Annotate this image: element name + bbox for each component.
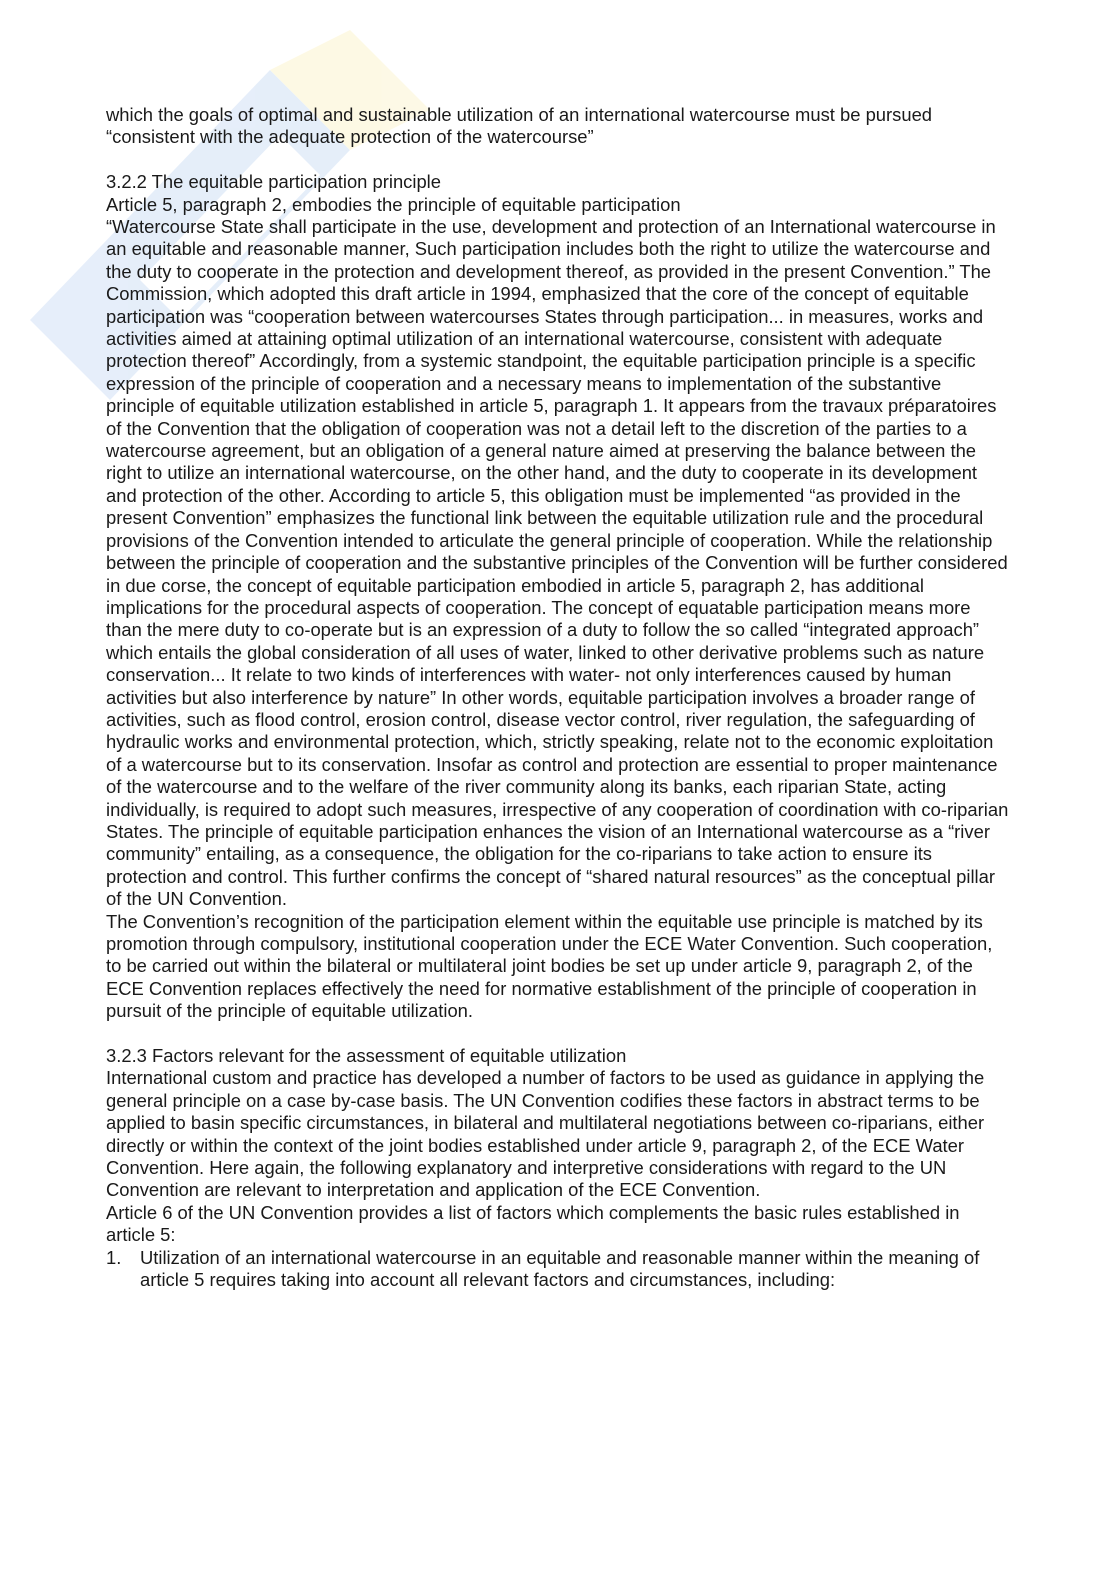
list-item-number: 1. [106,1246,122,1268]
factors-list [106,1247,1011,1292]
list-item [106,1247,1011,1292]
paragraph-gap [106,149,1011,171]
section-heading-3-2-3: 3.2.3 Factors relevant for the assessment of equitable utilization [106,1045,627,1067]
paragraph-gap [106,1023,1011,1045]
paragraph-intro: which the goals of optimal and sustainable utilization of an international watercourse must be pursued “consistent with the adequate protection of the watercourse” [106,104,933,148]
section-heading-3-2-2: 3.2.2 The equitable participation principle [106,171,442,193]
paragraph-convention-recognition: The Convention’s recognition of the participation element within the equitable use principle is matched by its promotion through compulsory, institutional cooperation under the ECE Water Convention. Such cooperation, to be carried out within the bilateral or multilateral joint bodies be set up under article 9, paragraph 2, of the ECE Convention replaces effectively the need for normative establishment of the principle of cooperation in pursuit of the principle of equitable utilization. [106,910,993,1022]
paragraph-article-5-2: Article 5, paragraph 2, embodies the principle of equitable participation [106,193,681,215]
paragraph-article-6: Article 6 of the UN Convention provides a list of factors which complements the basic rules established in article 5: [106,1201,960,1246]
paragraph-custom-practice: International custom and practice has developed a number of factors to be used as guidance in applying the general principle on a case by-case basis. The UN Convention codifies these factors in abstract terms to be applied to basin specific circumstances, in bilateral and multilateral negotiations between co-riparians, either directly or within the context of the joint bodies established under article 9, paragraph 2, of the ECE Water Convention. Here again, the following explanatory and interpretive considerations with regard to the UN Convention are relevant to interpretation and application of the ECE Convention. [106,1067,985,1201]
paragraph-participation-quote: “Watercourse State shall participate in the use, development and protection of an International watercourse in an equitable and reasonable manner, Such participation includes both the right to utilize the watercourse and the duty to cooperate in the protection and development thereof, as provided in the present Convention.” The Commission, which adopted this draft article in 1994, emphasized that the core of the concept of equitable participation was “cooperation between watercourses States through participation... in measures, works and activities aimed at attaining optimal utilization of an international watercourse, consistent with adequate protection thereof” Accordingly, from a systemic standpoint, the equitable participation principle is a specific expression of the principle of cooperation and a necessary means to implementation of the substantive principle of equitable utilization established in article 5, paragraph 1. It appears from the travaux préparatoires of the Convention that the obligation of cooperation was not a detail left to the discretion of the parties to a watercourse agreement, but an obligation of a general nature aimed at preserving the balance between the right to utilize an international watercourse, on the other hand, and the duty to cooperate in its development and protection of the other. According to article 5, this obligation must be implemented “as provided in the present Convention” emphasizes the functional link between the equitable utilization rule and the procedural provisions of the Convention intended to articulate the general principle of cooperation. While the relationship between the principle of cooperation and the substantive principles of the Convention will be further considered in due corse, the concept of equitable participation embodied in article 5, paragraph 2, has additional implications for the procedural aspects of cooperation. The concept of equatable participation means more than the mere duty to co-operate but is an expression of a duty to follow the so called “integrated approach” which entails the global consideration of all uses of water, linked to other derivative problems such as nature conservation... It relate to two kinds of interferences with water- not only interferences caused by human activities but also interference by nature” In other words, equitable participation involves a broader range of activities, such as flood control, erosion control, disease vector control, river regulation, the safeguarding of hydraulic works and environmental protection, which, strictly speaking, relate not to the economic exploitation of a watercourse but to its conservation. Insofar as control and protection are essential to proper maintenance of the watercourse and to the welfare of the river community along its banks, each riparian State, acting individually, is required to adopt such measures, irrespective of any cooperation of coordination with co-riparian States. The principle of equitable participation enhances the vision of an International watercourse as a “river community” entailing, as a consequence, the obligation for the co-riparians to take action to ensure its protection and control. This further confirms the concept of “shared natural resources” as the conceptual pillar of the UN Convention. [106,216,1009,910]
document-page [106,104,1011,1292]
list-item-text: Utilization of an international watercourse in an equitable and reasonable manner within the meaning of article 5 requires taking into account all relevant factors and circumstances, including: [140,1246,980,1291]
